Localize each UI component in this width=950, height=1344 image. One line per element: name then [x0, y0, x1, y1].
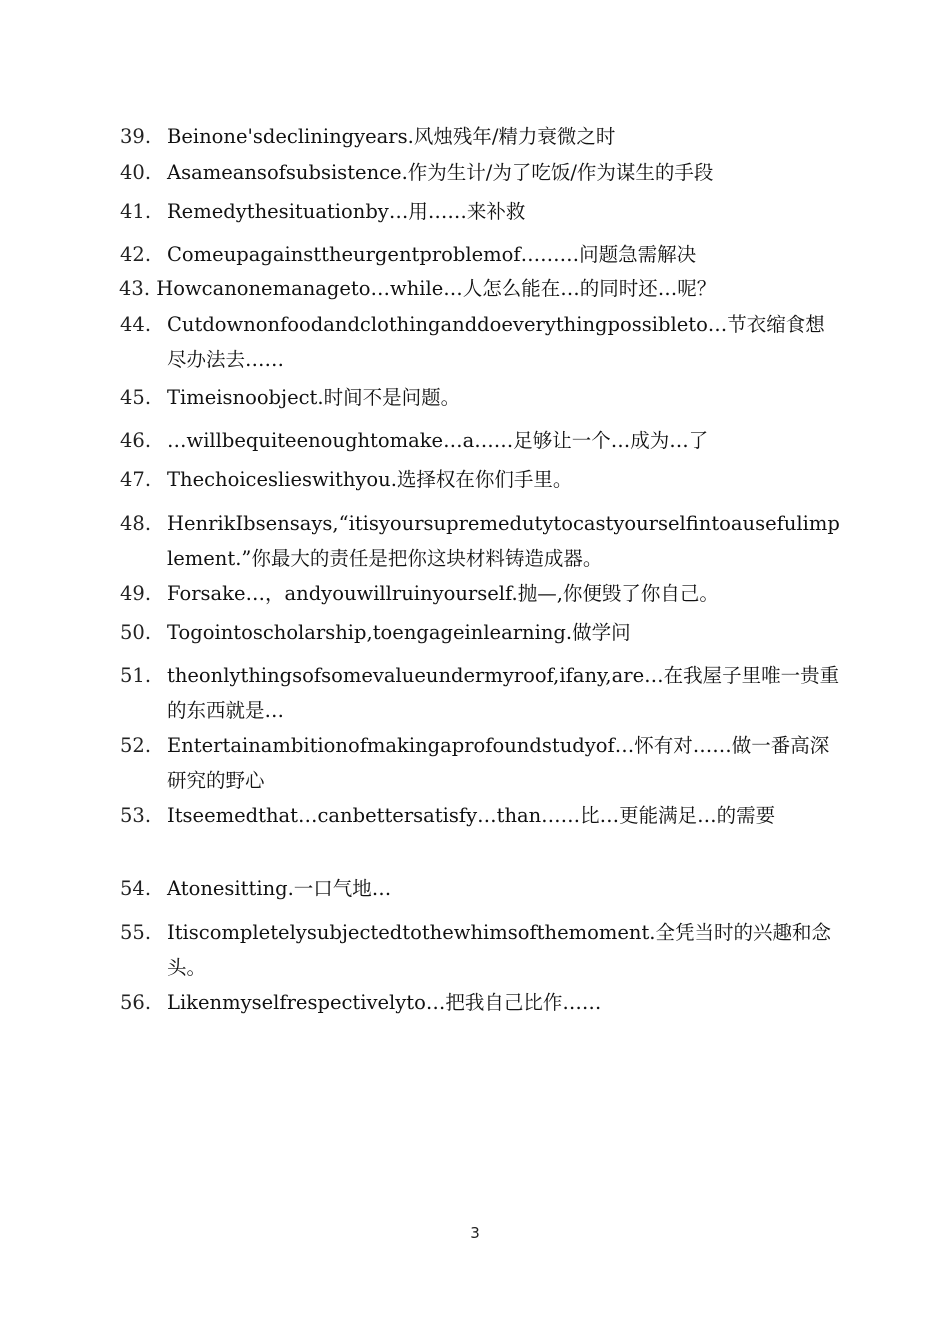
list-item	[120, 985, 840, 1020]
item-number: 53.	[120, 804, 152, 827]
item-number: 49.	[120, 582, 152, 605]
item-text: Entertainambitionofmakingaprofoundstudyof…怀有对……做一番高深研究的野心	[167, 734, 830, 792]
item-number: 54.	[120, 877, 152, 900]
item-number: 44.	[120, 313, 152, 336]
list-item	[120, 506, 840, 576]
item-number: 42.	[120, 243, 152, 266]
item-text: Itiscompletelysubjectedtothewhimsofthemoment.全凭当时的兴趣和念头。	[167, 921, 831, 979]
item-number: 43.	[119, 277, 151, 300]
item-text: Timeisnoobject.时间不是问题。	[167, 386, 461, 409]
item-number: 56.	[120, 991, 152, 1014]
list-item	[120, 194, 840, 229]
item-text: Forsake…，andyouwillruinyourself.抛—,你便毁了你自己。	[167, 582, 719, 605]
item-text: HenrikIbsensays,“itisyoursupremedutytocastyourselfintoausefulimplement.”你最大的责任是把你这块材料铸造成器。	[167, 512, 840, 570]
item-text: Cutdownonfoodandclothinganddoeverythingpossibleto…节衣缩食想尽办法去……	[167, 313, 825, 371]
item-number: 48.	[120, 512, 152, 535]
list-item	[120, 915, 840, 985]
item-number: 40.	[120, 161, 152, 184]
list-item	[120, 237, 840, 272]
item-number: 45.	[120, 386, 152, 409]
list-item	[120, 615, 840, 650]
item-text: Togointoscholarship,toengageinlearning.做学问	[167, 621, 631, 644]
page-number: 3	[470, 1224, 480, 1242]
list-item	[120, 380, 840, 415]
item-number: 55.	[120, 921, 152, 944]
item-text: Asameansofsubsistence.作为生计/为了吃饭/作为谋生的手段	[167, 161, 714, 184]
item-text: Likenmyselfrespectivelyto…把我自己比作……	[167, 991, 602, 1014]
list-item	[120, 576, 840, 611]
item-text: theonlythingsofsomevalueundermyroof,ifany,are…在我屋子里唯一贵重的东西就是…	[167, 664, 840, 722]
item-number: 41.	[120, 200, 152, 223]
item-text: Howcanonemanageto…while…人怎么能在…的同时还…呢？	[156, 277, 717, 300]
item-text: Thechoiceslieswithyou.选择权在你们手里。	[167, 468, 573, 491]
item-text: Itseemedthat…canbettersatisfy…than……比…更能满足…的需要	[167, 804, 776, 827]
item-number: 50.	[120, 621, 152, 644]
list-item	[120, 871, 840, 906]
item-number: 51.	[120, 664, 152, 687]
list-item	[120, 119, 840, 154]
item-text: Comeupagainsttheurgentproblemof………问题急需解决	[167, 243, 697, 266]
item-number: 46.	[120, 429, 152, 452]
list-item	[120, 155, 840, 190]
item-text: Atonesitting.一口气地…	[167, 877, 392, 900]
item-number: 47.	[120, 468, 152, 491]
list-item	[120, 423, 840, 458]
list-item	[120, 798, 840, 833]
item-text: Beinone'sdecliningyears.风烛残年/精力衰微之时	[167, 125, 616, 148]
item-number: 39.	[120, 125, 152, 148]
item-text: Remedythesituationby…用……来补救	[167, 200, 526, 223]
item-text: …willbequiteenoughtomake…a……足够让一个…成为…了	[167, 429, 709, 452]
list-item	[120, 462, 840, 497]
list-item	[120, 307, 840, 377]
item-number: 52.	[120, 734, 152, 757]
list-item	[120, 658, 840, 728]
list-item	[119, 271, 839, 306]
list-item	[120, 728, 840, 798]
